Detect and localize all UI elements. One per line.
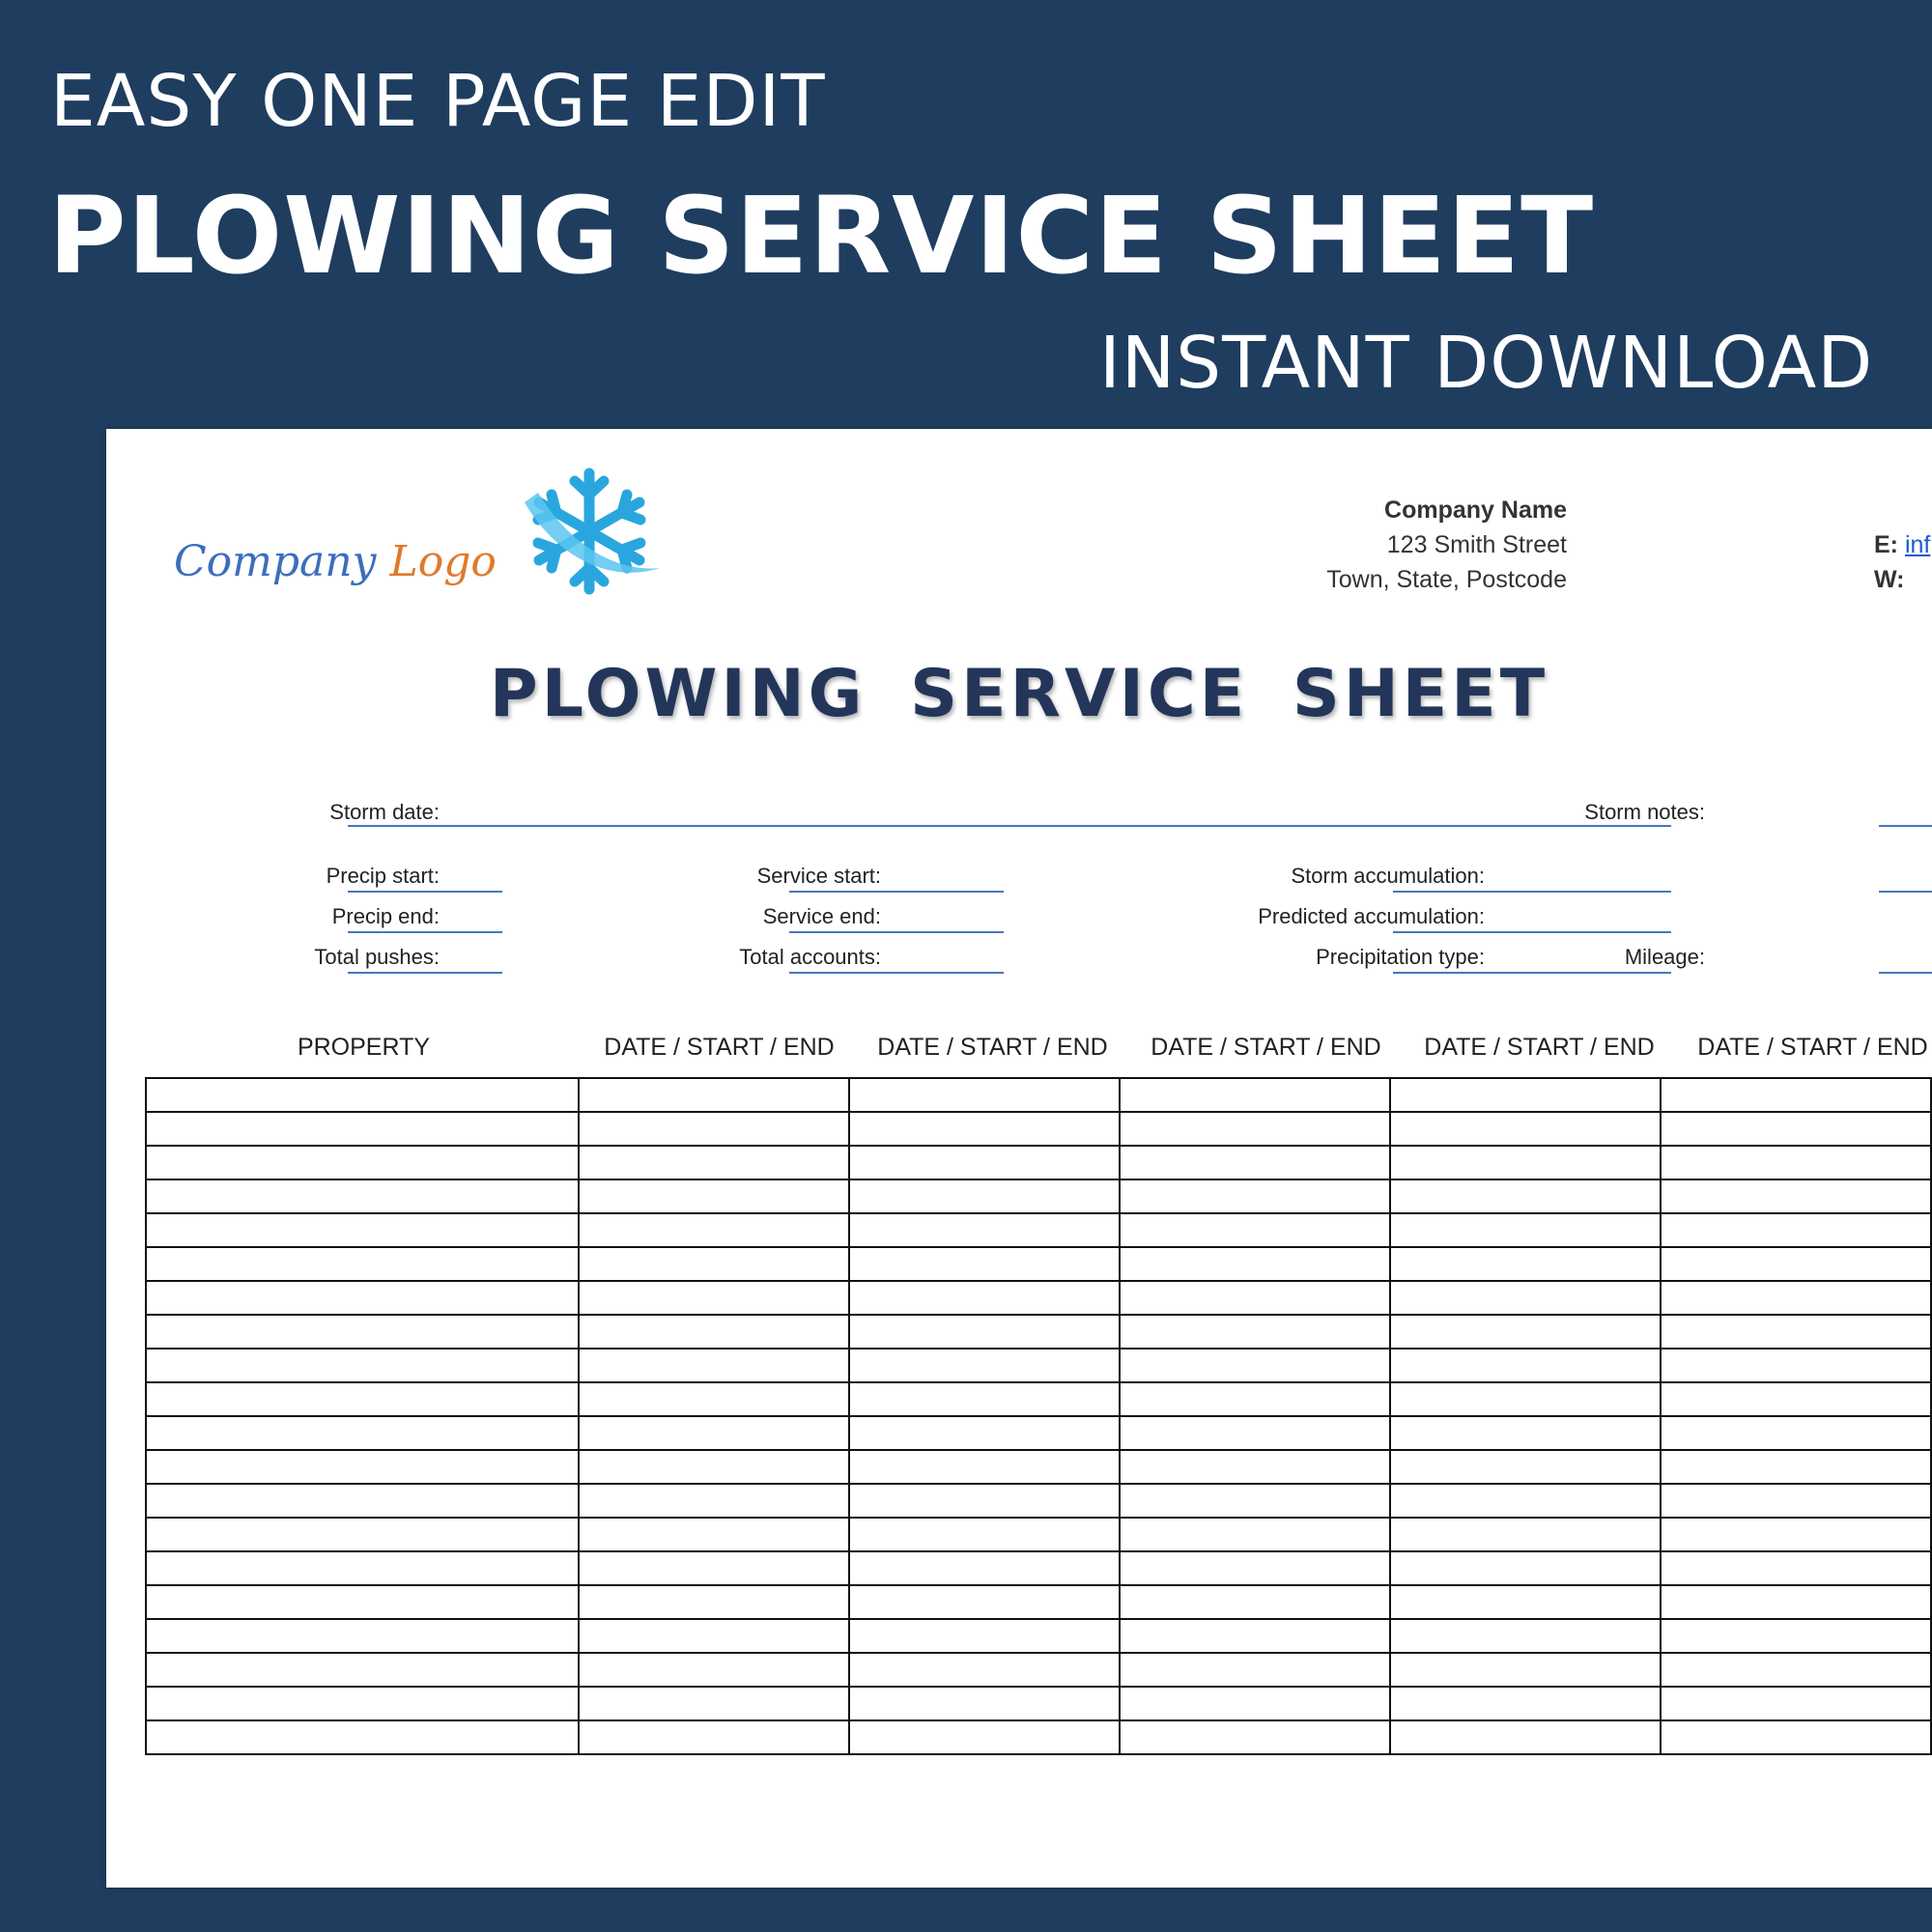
visit-cell[interactable] <box>1390 1653 1661 1687</box>
property-cell[interactable] <box>146 1687 579 1720</box>
table-row <box>146 1518 1931 1551</box>
service-end-label: Service end: <box>762 904 881 928</box>
visit-cell[interactable] <box>849 1281 1120 1315</box>
visit-cell[interactable] <box>1120 1551 1390 1585</box>
visit-cell[interactable] <box>1390 1720 1661 1754</box>
visit-cell[interactable] <box>1661 1247 1931 1281</box>
visit-cell[interactable] <box>849 1687 1120 1720</box>
property-cell[interactable] <box>146 1281 579 1315</box>
email-link[interactable]: inf <box>1904 531 1931 558</box>
visit-cell[interactable] <box>1390 1551 1661 1585</box>
property-cell[interactable] <box>146 1551 579 1585</box>
table-row <box>146 1484 1931 1518</box>
visit-cell[interactable] <box>849 1450 1120 1484</box>
service-end-field[interactable] <box>789 931 1004 933</box>
column-header-visit-5: DATE / START / END <box>1697 1034 1928 1061</box>
visit-cell[interactable] <box>1390 1213 1661 1247</box>
property-cell[interactable] <box>146 1619 579 1653</box>
visit-cell[interactable] <box>1120 1585 1390 1619</box>
company-street: 123 Smith Street <box>1386 531 1567 558</box>
table-row <box>146 1382 1931 1416</box>
visit-cell[interactable] <box>1120 1213 1390 1247</box>
table-row <box>146 1551 1931 1585</box>
visit-cell[interactable] <box>1661 1450 1931 1484</box>
visit-cell[interactable] <box>1120 1112 1390 1146</box>
storm-notes-line-2[interactable] <box>1879 891 1932 893</box>
visit-cell[interactable] <box>1661 1382 1931 1416</box>
website-label: W: <box>1874 566 1905 593</box>
visit-cell[interactable] <box>1120 1416 1390 1450</box>
storm-notes-label: Storm notes: <box>1584 800 1705 824</box>
property-cell[interactable] <box>146 1179 579 1213</box>
predicted-accumulation-field[interactable] <box>1393 931 1671 933</box>
visit-cell[interactable] <box>1661 1518 1931 1551</box>
visit-cell[interactable] <box>849 1349 1120 1382</box>
visit-cell[interactable] <box>1390 1349 1661 1382</box>
sheet-title: PLOWING SERVICE SHEET <box>489 656 1549 732</box>
visit-cell[interactable] <box>1120 1078 1390 1112</box>
total-pushes-field[interactable] <box>348 972 502 974</box>
table-row <box>146 1179 1931 1213</box>
visit-cell[interactable] <box>849 1619 1120 1653</box>
table-row <box>146 1213 1931 1247</box>
column-header-visit-2: DATE / START / END <box>877 1034 1108 1061</box>
visit-cell[interactable] <box>579 1416 849 1450</box>
visit-cell[interactable] <box>579 1146 849 1179</box>
service-start-label: Service start: <box>756 864 881 888</box>
visit-cell[interactable] <box>1390 1281 1661 1315</box>
visit-cell[interactable] <box>579 1653 849 1687</box>
table-row <box>146 1112 1931 1146</box>
visit-cell[interactable] <box>849 1382 1120 1416</box>
column-header-visit-3: DATE / START / END <box>1151 1034 1381 1061</box>
visit-cell[interactable] <box>849 1518 1120 1551</box>
visit-cell[interactable] <box>579 1281 849 1315</box>
visit-cell[interactable] <box>849 1146 1120 1179</box>
precipitation-type-field[interactable] <box>1393 972 1671 974</box>
visit-cell[interactable] <box>849 1179 1120 1213</box>
visit-cell[interactable] <box>1120 1484 1390 1518</box>
total-accounts-label: Total accounts: <box>739 945 881 969</box>
storm-accumulation-field[interactable] <box>1393 891 1671 893</box>
visit-cell[interactable] <box>849 1078 1120 1112</box>
visit-cell[interactable] <box>1390 1382 1661 1416</box>
company-town: Town, State, Postcode <box>1326 566 1567 593</box>
mileage-field[interactable] <box>1879 972 1932 974</box>
company-name: Company Name <box>1384 497 1567 524</box>
total-accounts-field[interactable] <box>789 972 1004 974</box>
visit-cell[interactable] <box>1120 1619 1390 1653</box>
visit-cell[interactable] <box>1390 1687 1661 1720</box>
table-row <box>146 1687 1931 1720</box>
service-sheet-preview <box>106 429 1932 1888</box>
visit-cell[interactable] <box>1390 1247 1661 1281</box>
visit-cell[interactable] <box>579 1382 849 1416</box>
precip-end-label: Precip end: <box>331 904 440 928</box>
table-row <box>146 1585 1931 1619</box>
storm-accumulation-label: Storm accumulation: <box>1291 864 1485 888</box>
visit-cell[interactable] <box>1120 1518 1390 1551</box>
table-row <box>146 1078 1931 1112</box>
predicted-accumulation-label: Predicted accumulation: <box>1258 904 1485 928</box>
visit-cell[interactable] <box>1120 1382 1390 1416</box>
property-cell[interactable] <box>146 1416 579 1450</box>
visit-cell[interactable] <box>849 1416 1120 1450</box>
table-row <box>146 1349 1931 1382</box>
property-cell[interactable] <box>146 1315 579 1349</box>
visit-cell[interactable] <box>1661 1315 1931 1349</box>
visit-cell[interactable] <box>1661 1484 1931 1518</box>
visit-cell[interactable] <box>1390 1585 1661 1619</box>
column-header-visit-4: DATE / START / END <box>1424 1034 1655 1061</box>
visit-cell[interactable] <box>849 1720 1120 1754</box>
visit-cell[interactable] <box>579 1349 849 1382</box>
visit-cell[interactable] <box>1661 1112 1931 1146</box>
visit-cell[interactable] <box>849 1213 1120 1247</box>
visit-cell[interactable] <box>1120 1450 1390 1484</box>
property-cell[interactable] <box>146 1382 579 1416</box>
property-cell[interactable] <box>146 1518 579 1551</box>
visit-cell[interactable] <box>579 1179 849 1213</box>
visit-cell[interactable] <box>849 1551 1120 1585</box>
precip-start-field[interactable] <box>348 891 502 893</box>
visit-cell[interactable] <box>1390 1450 1661 1484</box>
mileage-label: Mileage: <box>1624 945 1705 969</box>
visit-cell[interactable] <box>1661 1078 1931 1112</box>
property-cell[interactable] <box>146 1450 579 1484</box>
banner-tagline: EASY ONE PAGE EDIT <box>50 60 826 143</box>
property-cell[interactable] <box>146 1653 579 1687</box>
storm-date-field[interactable] <box>348 825 1671 827</box>
visit-cell[interactable] <box>1120 1653 1390 1687</box>
visit-cell[interactable] <box>1390 1518 1661 1551</box>
table-row <box>146 1720 1931 1754</box>
visit-cell[interactable] <box>1661 1146 1931 1179</box>
property-cell[interactable] <box>146 1349 579 1382</box>
visit-cell[interactable] <box>1120 1720 1390 1754</box>
service-start-field[interactable] <box>789 891 1004 893</box>
visit-cell[interactable] <box>1120 1146 1390 1179</box>
visit-cell[interactable] <box>1120 1687 1390 1720</box>
property-cell[interactable] <box>146 1247 579 1281</box>
visit-cell[interactable] <box>579 1112 849 1146</box>
visit-cell[interactable] <box>1661 1653 1931 1687</box>
company-logo <box>174 537 497 586</box>
visit-cell[interactable] <box>1661 1687 1931 1720</box>
visit-cell[interactable] <box>849 1315 1120 1349</box>
table-row <box>146 1450 1931 1484</box>
visit-cell[interactable] <box>1661 1585 1931 1619</box>
property-cell[interactable] <box>146 1112 579 1146</box>
table-row <box>146 1281 1931 1315</box>
property-cell[interactable] <box>146 1213 579 1247</box>
precipitation-type-label: Precipitation type: <box>1316 945 1485 969</box>
storm-date-label: Storm date: <box>329 800 440 824</box>
visit-cell[interactable] <box>849 1484 1120 1518</box>
logo-word-company: Company <box>174 537 377 586</box>
visit-cell[interactable] <box>579 1619 849 1653</box>
visit-cell[interactable] <box>579 1720 849 1754</box>
table-row <box>146 1416 1931 1450</box>
column-header-visit-1: DATE / START / END <box>604 1034 835 1061</box>
contact-website <box>1874 566 1904 594</box>
visit-cell[interactable] <box>1390 1146 1661 1179</box>
visit-cell[interactable] <box>1661 1720 1931 1754</box>
visit-cell[interactable] <box>579 1078 849 1112</box>
visit-cell[interactable] <box>579 1518 849 1551</box>
visit-cell[interactable] <box>1390 1078 1661 1112</box>
visit-cell[interactable] <box>579 1551 849 1585</box>
property-cell[interactable] <box>146 1146 579 1179</box>
visit-cell[interactable] <box>1661 1281 1931 1315</box>
visit-cell[interactable] <box>1120 1247 1390 1281</box>
visit-cell[interactable] <box>1661 1213 1931 1247</box>
service-log-table <box>145 1077 1932 1755</box>
visit-cell[interactable] <box>1390 1112 1661 1146</box>
visit-cell[interactable] <box>1120 1179 1390 1213</box>
visit-cell[interactable] <box>1390 1315 1661 1349</box>
property-cell[interactable] <box>146 1484 579 1518</box>
visit-cell[interactable] <box>579 1687 849 1720</box>
visit-cell[interactable] <box>849 1112 1120 1146</box>
table-row <box>146 1146 1931 1179</box>
column-header-property: PROPERTY <box>297 1034 431 1061</box>
visit-cell[interactable] <box>1661 1416 1931 1450</box>
property-cell[interactable] <box>146 1720 579 1754</box>
logo-word-logo: Logo <box>389 537 497 586</box>
banner-headline: PLOWING SERVICE SHEET <box>48 174 1595 298</box>
precip-end-field[interactable] <box>348 931 502 933</box>
visit-cell[interactable] <box>1661 1349 1931 1382</box>
email-label: E: <box>1874 531 1898 558</box>
visit-cell[interactable] <box>579 1585 849 1619</box>
visit-cell[interactable] <box>1390 1619 1661 1653</box>
banner-subline: INSTANT DOWNLOAD <box>1099 322 1874 405</box>
snowflake-icon <box>517 464 662 599</box>
storm-notes-field[interactable] <box>1879 825 1932 827</box>
table-row <box>146 1247 1931 1281</box>
visit-cell[interactable] <box>1120 1315 1390 1349</box>
table-row <box>146 1653 1931 1687</box>
table-row <box>146 1619 1931 1653</box>
visit-cell[interactable] <box>1120 1281 1390 1315</box>
visit-cell[interactable] <box>579 1213 849 1247</box>
visit-cell[interactable] <box>579 1450 849 1484</box>
total-pushes-label: Total pushes: <box>314 945 440 969</box>
visit-cell[interactable] <box>1390 1484 1661 1518</box>
visit-cell[interactable] <box>1390 1179 1661 1213</box>
contact-email <box>1874 531 1930 559</box>
table-row <box>146 1315 1931 1349</box>
visit-cell[interactable] <box>579 1484 849 1518</box>
visit-cell[interactable] <box>1661 1551 1931 1585</box>
property-cell[interactable] <box>146 1078 579 1112</box>
visit-cell[interactable] <box>849 1247 1120 1281</box>
precip-start-label: Precip start: <box>326 864 440 888</box>
visit-cell[interactable] <box>1390 1416 1661 1450</box>
visit-cell[interactable] <box>1661 1619 1931 1653</box>
visit-cell[interactable] <box>1661 1179 1931 1213</box>
visit-cell[interactable] <box>1120 1349 1390 1382</box>
property-cell[interactable] <box>146 1585 579 1619</box>
visit-cell[interactable] <box>579 1315 849 1349</box>
visit-cell[interactable] <box>849 1585 1120 1619</box>
visit-cell[interactable] <box>849 1653 1120 1687</box>
visit-cell[interactable] <box>579 1247 849 1281</box>
